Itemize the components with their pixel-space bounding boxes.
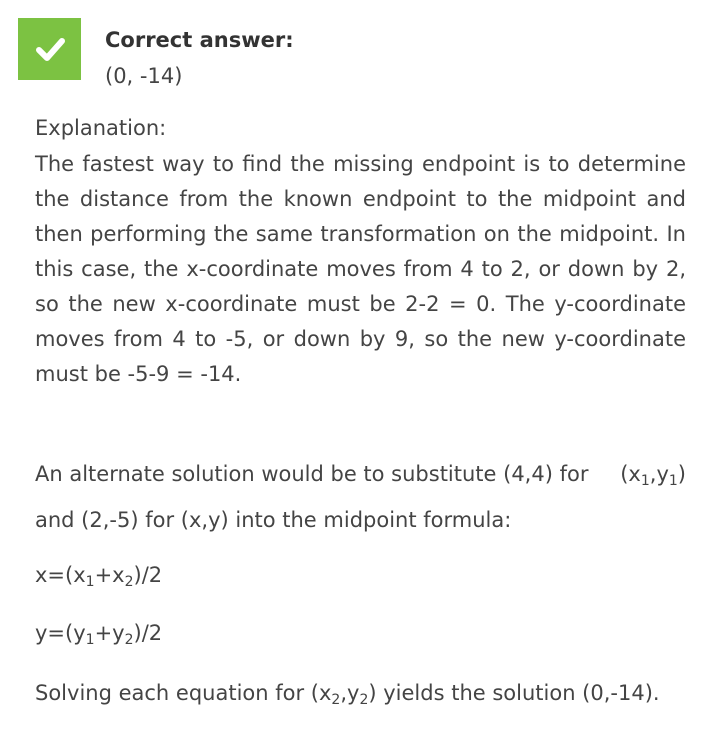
solving-statement: Solving each equation for $(x_2,y_2)$ yields the solution (0,-14). [35,681,660,708]
checkmark-icon [30,29,70,69]
alternate-solution-line-1 [35,462,686,489]
alternate-solution-pair: $(x_1,y_1)$ [620,462,686,489]
equation-y: $y=(y_1+y_2)/2$ [35,621,163,648]
explanation-label: Explanation: [35,116,167,140]
equation-x: $x=(x_1+x_2)/2$ [35,563,163,590]
alternate-solution-text: An alternate solution would be to substitute (4,4) for [35,462,589,486]
alternate-solution-line-2: and (2,-5) for (x,y) into the midpoint formula: [35,508,512,532]
correct-answer-label: Correct answer: [105,28,294,52]
correct-status-badge [18,18,81,80]
correct-answer-value: (0, -14) [105,64,183,88]
explanation-body: The fastest way to find the missing endpoint is to determine the distance from the known endpoint to the midpoint and then performing the same transformation on the midpoint. In this case, the x-coordinate moves from 4 to 2, or down by 2, so the new x-coordinate must be 2-2 = 0. The y-coordinate moves from 4 to -5, or down by 9, so the new y-coordinate must be -5-9 = -14. [35,152,686,386]
